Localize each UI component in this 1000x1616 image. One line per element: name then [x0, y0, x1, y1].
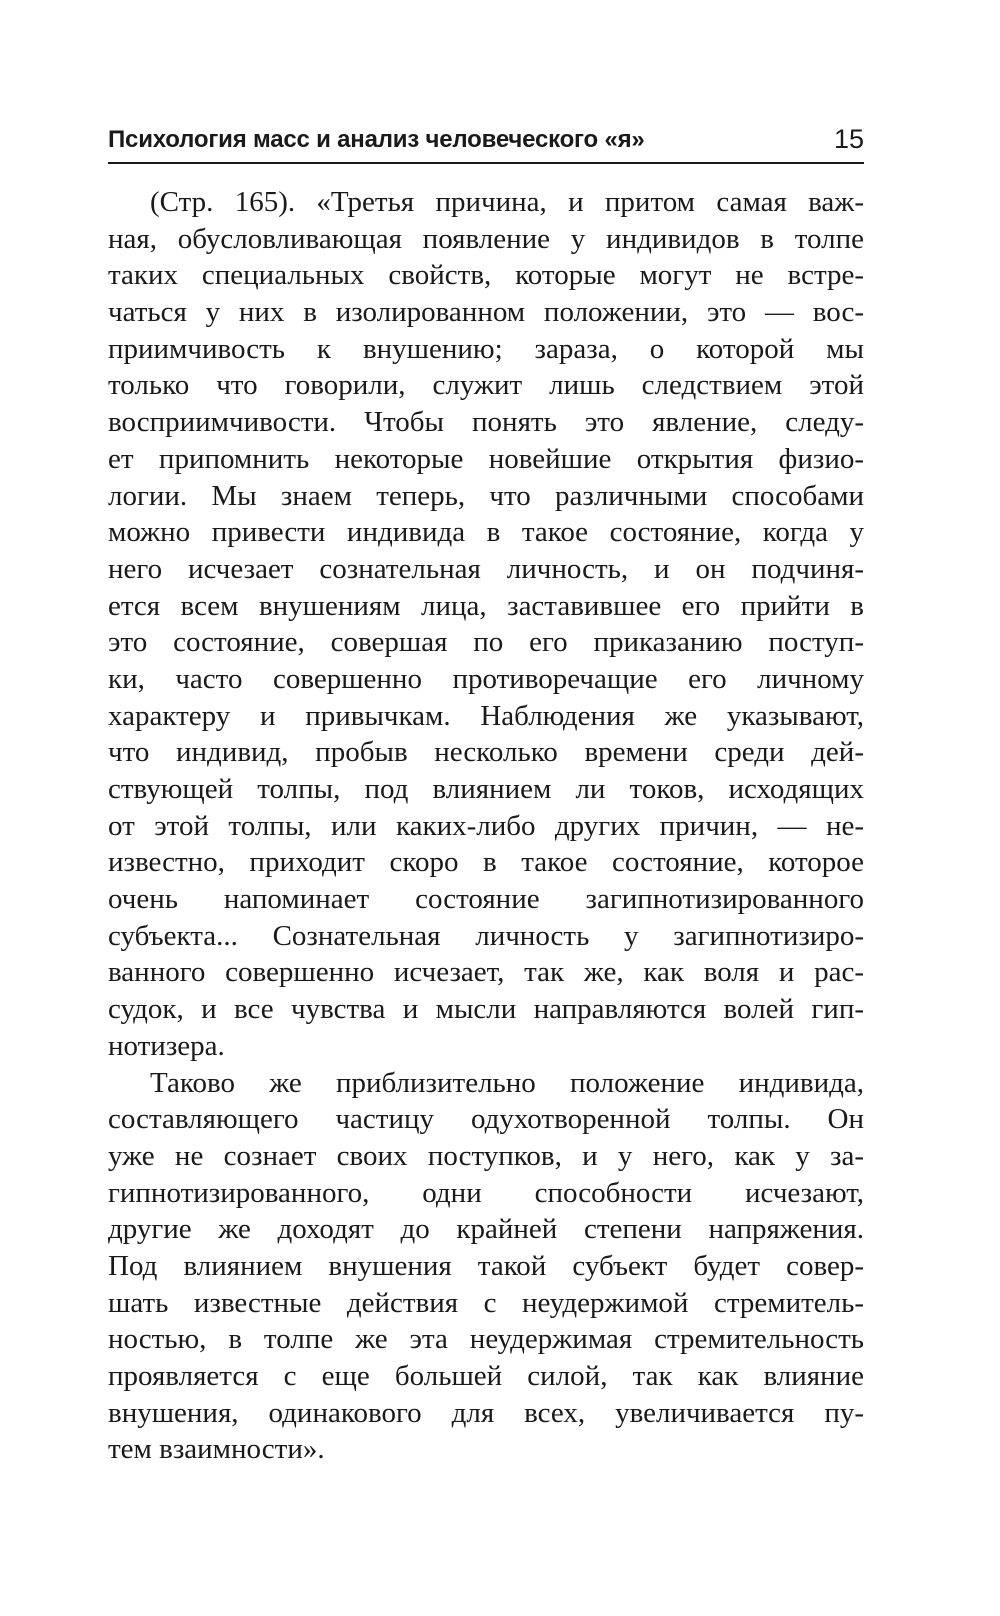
text-line: ки, часто совершенно противоречащие его личному	[108, 662, 864, 695]
text-line: тем взаимности».	[108, 1433, 325, 1466]
text-line: Таково же приблизительно положение индивида,	[150, 1066, 864, 1099]
text-line: приимчивость к внушению; зараза, о которой мы	[108, 332, 864, 365]
paragraph-2	[108, 1065, 864, 1469]
text-line: характеру и привычкам. Наблюдения же указывают,	[108, 699, 864, 732]
text-line: ванного совершенно исчезает, так же, как воля и рас-	[108, 956, 864, 989]
text-line: внушения, одинакового для всех, увеличивается пу-	[108, 1396, 864, 1429]
text-line: чаться у них в изолированном положении, это — вос-	[108, 296, 864, 329]
text-line: ется всем внушениям лица, заставившее его прийти в	[108, 589, 864, 622]
running-head	[108, 120, 864, 164]
paragraph-1	[108, 184, 864, 1065]
text-line: можно привести индивида в такое состояние, когда у	[108, 516, 864, 549]
text-line: ет припомнить некоторые новейшие открытия физио-	[108, 442, 864, 475]
text-line: субъекта... Сознательная личность у загипнотизиро-	[108, 919, 864, 952]
page-number: 15	[833, 124, 864, 154]
text-line: Под влиянием внушения такой субъект будет совер-	[108, 1249, 864, 1282]
text-line: это состояние, совершая по его приказанию поступ-	[108, 626, 864, 659]
text-line: очень напоминает состояние загипнотизированного	[108, 883, 864, 916]
text-line: уже не сознает своих поступков, и у него, как у за-	[108, 1139, 864, 1172]
text-line: известно, приходит скоро в такое состояние, которое	[108, 846, 864, 879]
text-line: только что говорили, служит лишь следствием этой	[108, 369, 864, 402]
text-line: восприимчивости. Чтобы понять это явление, следу-	[108, 406, 864, 439]
text-line: проявляется с еще большей силой, так как влияние	[108, 1360, 864, 1392]
text-line: нотизера.	[108, 1029, 225, 1062]
running-title: Психология масс и анализ человеческого «я»	[108, 126, 645, 153]
text-line: шать известные действия с неудержимой стремитель-	[108, 1286, 864, 1319]
text-line: таких специальных свойств, которые могут не встре-	[108, 259, 864, 292]
text-line: гипнотизированного, одни способности исчезают,	[108, 1176, 864, 1209]
text-line: другие же доходят до крайней степени напряжения.	[108, 1213, 864, 1246]
text-line: (Стр. 165). «Третья причина, и притом самая важ-	[150, 186, 864, 218]
text-line: него исчезает сознательная личность, и он подчиня-	[108, 552, 864, 585]
text-line: ностью, в толпе же эта неудержимая стремительность	[108, 1323, 864, 1356]
text-line: судок, и все чувства и мысли направляются волей гип-	[108, 993, 864, 1026]
text-line: составляющего частицу одухотворенной толпы. Он	[108, 1103, 864, 1136]
text-line: ствующей толпы, под влиянием ли токов, исходящих	[108, 773, 864, 805]
text-line: от этой толпы, или каких-либо других причин, — не-	[108, 809, 864, 842]
text-line: что индивид, пробыв несколько времени среди дей-	[108, 736, 864, 769]
text-line: логии. Мы знаем теперь, что различными способами	[108, 479, 864, 512]
text-line: ная, обусловливающая появление у индивидов в толпе	[108, 222, 864, 255]
body-text	[108, 184, 864, 1468]
